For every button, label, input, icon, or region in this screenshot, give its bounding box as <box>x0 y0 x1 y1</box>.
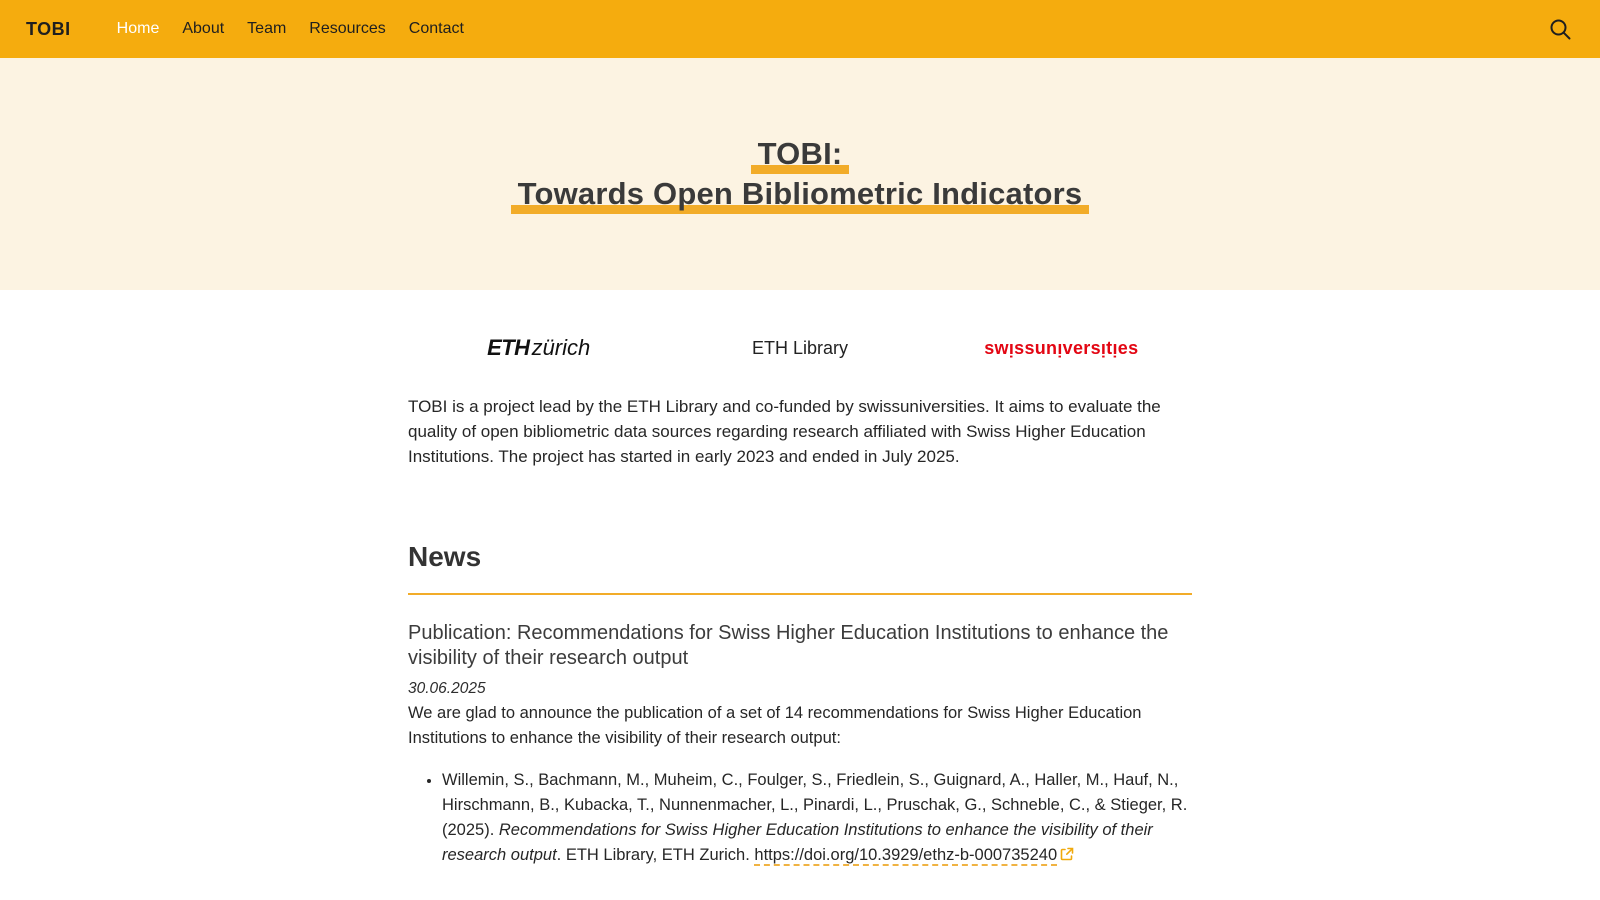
top-navbar <box>0 0 1600 58</box>
main-nav <box>117 20 464 38</box>
nav-item-home[interactable]: Home <box>116 20 160 37</box>
citation-title: Recommendations for Swiss Higher Education Institutions to enhance the visibility of their research output <box>442 821 1153 864</box>
external-link-icon <box>1060 844 1074 869</box>
ethz-logo-city: zürich <box>531 335 591 360</box>
eth-library-logo: ETH Library <box>751 337 848 358</box>
page-title <box>511 134 1090 214</box>
brand-logo[interactable]: TOBI <box>26 18 71 39</box>
news-section-heading: News <box>408 541 482 572</box>
eth-zurich-logo <box>408 335 669 361</box>
article-date: 30.06.2025 <box>408 680 486 697</box>
nav-item-contact[interactable]: Contact <box>408 20 464 37</box>
page-title-line1: TOBI: <box>751 134 850 174</box>
nav-item-about[interactable]: About <box>182 20 225 37</box>
main-content <box>408 334 1192 869</box>
page-title-line2: Towards Open Bibliometric Indicators <box>511 174 1090 214</box>
article-lead: We are glad to announce the publication of a set of 14 recommendations for Swiss Higher Education Institutions to enhance the visibility of their research output: <box>408 704 1142 747</box>
news-article <box>408 621 1192 869</box>
doi-link[interactable]: https://doi.org/10.3929/ethz-b-000735240 <box>754 846 1058 864</box>
partner-logos <box>408 334 1192 362</box>
nav-item-team[interactable]: Team <box>247 20 287 37</box>
citation-publisher: . ETH Library, ETH Zurich. <box>556 846 755 864</box>
news-divider <box>408 593 1192 595</box>
nav-item-resources[interactable]: Resources <box>309 20 386 37</box>
citation-authors: Willemin, S., Bachmann, M., Muheim, C., Foulger, S., Friedlein, S., Guignard, A., Haller, M., Hauf, N., Hirschmann, B., Kubacka, T., Nunnenmacher, L., Pinardi, L., Pruschak, G., Schneble, C., & Stieger, R. (2025). <box>442 771 1188 839</box>
hero-section <box>0 58 1600 290</box>
citation-item <box>442 768 1192 869</box>
article-title: Publication: Recommendations for Swiss Higher Education Institutions to enhance the visibility of their research output <box>408 622 1169 669</box>
ethz-logo-bold: ETH <box>487 335 530 360</box>
publication-list <box>408 768 1192 869</box>
swissuniversities-logo: swı̣ssunı̣versı̣tı̣es <box>984 337 1139 358</box>
search-icon[interactable] <box>1546 15 1574 43</box>
intro-paragraph: TOBI is a project lead by the ETH Library and co-funded by swissuniversities. It aims to evaluate the quality of open bibliometric data sources regarding research affiliated with Swiss Higher Education Institutions. The project has started in early 2023 and ended in July 2025. <box>408 397 1161 466</box>
